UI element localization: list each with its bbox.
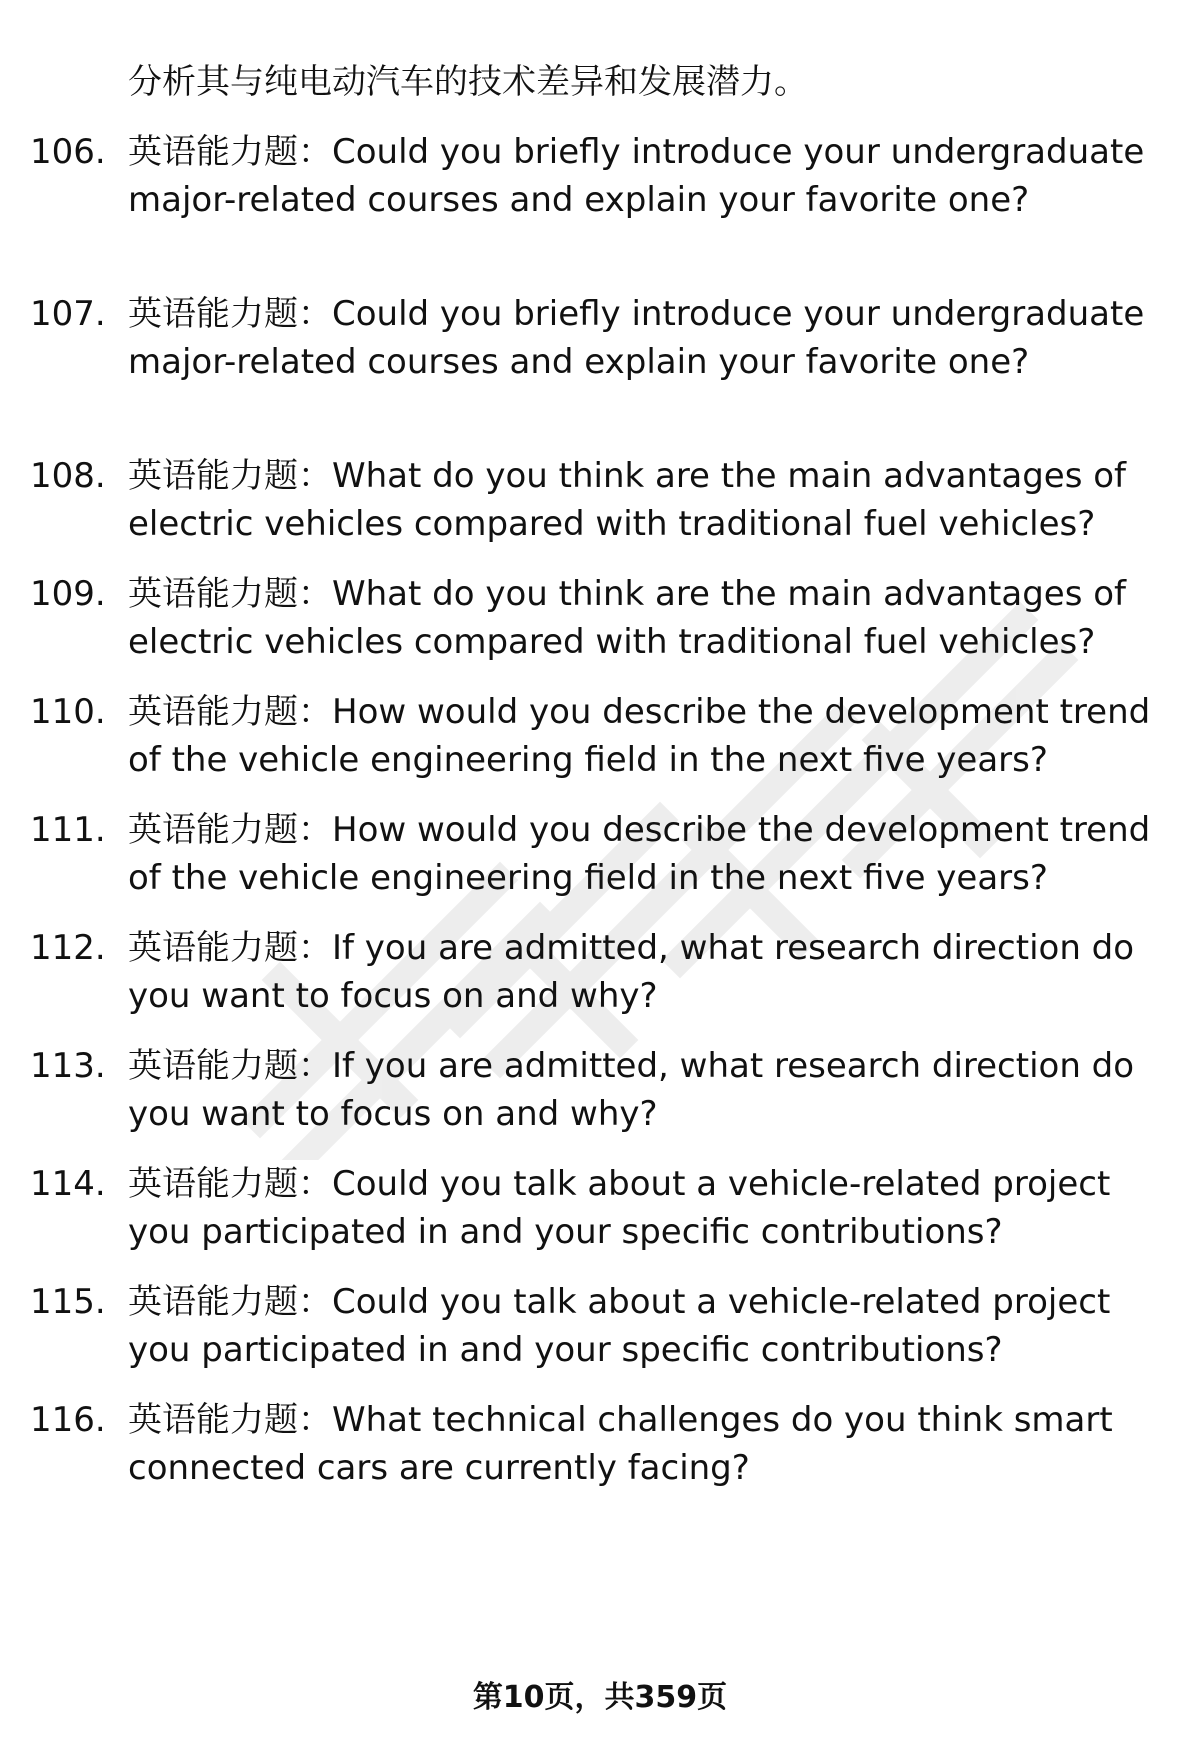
question-label: 英语能力题： (128, 132, 332, 172)
question-body (128, 924, 1175, 1020)
question-number: 115. (30, 1282, 106, 1322)
question-item (30, 924, 1175, 1020)
question-label: 英语能力题： (128, 456, 332, 496)
question-label: 英语能力题： (128, 1400, 332, 1440)
question-body (128, 806, 1175, 902)
question-number: 109. (30, 574, 106, 614)
question-item (30, 1278, 1175, 1374)
question-number: 110. (30, 692, 106, 732)
question-label: 英语能力题： (128, 692, 332, 732)
question-number: 111. (30, 810, 106, 850)
question-body (128, 1396, 1175, 1492)
question-label: 英语能力题： (128, 1046, 332, 1086)
question-item (30, 1396, 1175, 1492)
question-body (128, 1160, 1175, 1256)
question-item (30, 1160, 1175, 1256)
question-body (128, 290, 1175, 386)
intro-text: 分析其与纯电动汽车的技术差异和发展潜力。 (128, 62, 808, 102)
question-item (30, 128, 1175, 224)
question-number: 107. (30, 294, 106, 334)
question-text: How would you describe the development trend of the vehicle engineering field in the next five years? (128, 692, 1151, 780)
question-label: 英语能力题： (128, 1282, 332, 1322)
question-item (30, 452, 1175, 548)
question-body (128, 570, 1175, 666)
question-item (30, 570, 1175, 666)
question-text: Could you briefly introduce your undergraduate major-related courses and explain your favorite one? (128, 132, 1145, 220)
question-number: 113. (30, 1046, 106, 1086)
question-text: What do you think are the main advantages of electric vehicles compared with traditional fuel vehicles? (128, 574, 1127, 662)
question-text: Could you briefly introduce your undergraduate major-related courses and explain your favorite one? (128, 294, 1145, 382)
question-text: Could you talk about a vehicle-related project you participated in and your specific contributions? (128, 1164, 1111, 1252)
question-label: 英语能力题： (128, 1164, 332, 1204)
question-text: What technical challenges do you think smart connected cars are currently facing? (128, 1400, 1113, 1488)
page-footer: 第10页，共359页 (472, 1680, 728, 1715)
question-number: 112. (30, 928, 106, 968)
question-text: If you are admitted, what research direction do you want to focus on and why? (128, 1046, 1135, 1134)
question-body (128, 1278, 1175, 1374)
question-item (30, 290, 1175, 386)
question-body (128, 1042, 1175, 1138)
question-number: 114. (30, 1164, 106, 1204)
question-label: 英语能力题： (128, 810, 332, 850)
question-body (128, 452, 1175, 548)
question-text: How would you describe the development trend of the vehicle engineering field in the next five years? (128, 810, 1151, 898)
question-label: 英语能力题： (128, 294, 332, 334)
question-label: 英语能力题： (128, 928, 332, 968)
question-label: 英语能力题： (128, 574, 332, 614)
question-text: What do you think are the main advantages of electric vehicles compared with traditional fuel vehicles? (128, 456, 1127, 544)
question-number: 108. (30, 456, 106, 496)
question-item (30, 688, 1175, 784)
question-number: 106. (30, 132, 106, 172)
question-number: 116. (30, 1400, 106, 1440)
question-text: Could you talk about a vehicle-related project you participated in and your specific contributions? (128, 1282, 1111, 1370)
question-item (30, 1042, 1175, 1138)
question-text: If you are admitted, what research direction do you want to focus on and why? (128, 928, 1135, 1016)
question-body (128, 688, 1175, 784)
question-body (128, 128, 1175, 224)
question-item (30, 806, 1175, 902)
